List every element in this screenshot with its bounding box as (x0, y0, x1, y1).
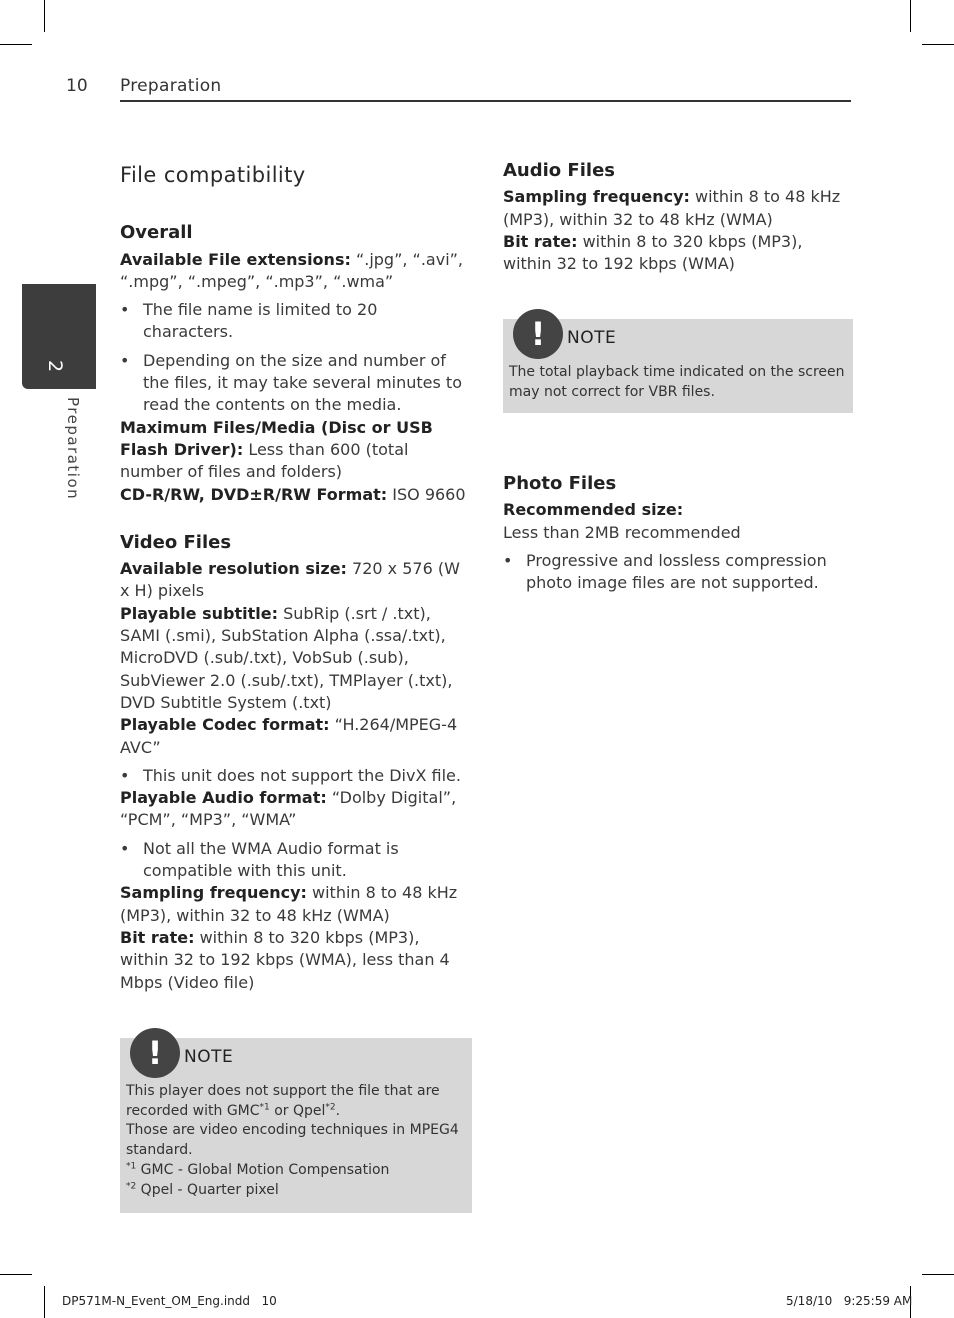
crop-mark (922, 44, 954, 45)
video-freq-para (120, 882, 472, 927)
format-value: ISO 9660 (387, 484, 466, 504)
note-text: This player does not support the file that are recorded with GMC$^{*1}$ or Qpel$^{*2}$. (126, 1082, 440, 1119)
crop-mark (0, 44, 32, 45)
extensions-label: Available File extensions: (120, 249, 351, 269)
footnote: $^{*1}$ GMC - Global Motion Compensation (126, 1161, 390, 1178)
note-label: NOTE (184, 1046, 234, 1067)
note-text: The total playback time indicated on the screen may not correct for VBR files. (509, 364, 845, 401)
audio-bitrate-label: Bit rate: (503, 231, 578, 251)
chapter-label: Preparation (64, 397, 82, 501)
note-box (120, 1033, 472, 1213)
max-files-para (120, 417, 472, 484)
subtitle-para (120, 603, 472, 714)
max-files-label: Maximum Files/Media (Disc or USB Flash Driver): (120, 417, 433, 459)
list-item: • This unit does not support the DivX file. (120, 765, 472, 787)
audio-format-value: “Dolby Digital”, “PCM”, “MP3”, “WMA” (120, 788, 457, 830)
audio-bitrate-para (503, 231, 853, 276)
max-files-value: Less than 600 (total number of files and folders) (120, 439, 409, 482)
list-item: • The file name is limited to 20 characters. (120, 299, 472, 344)
exclamation-icon: ! (513, 309, 563, 359)
subtitle-value: SubRip (.srt / .txt), SAMI (.smi), SubStation Alpha (.ssa/.txt), MicroDVD (.sub/.txt), VobSub (.sub), SubViewer 2.0 (.sub/.txt), TMPlayer (.txt), DVD Subtitle System (.txt) (120, 603, 453, 712)
crop-mark (0, 1274, 32, 1275)
note-text: Those are video encoding techniques in MPEG4 standard. (126, 1122, 459, 1159)
footer-timestamp: 5/18/10 9:25:59 AM (786, 1294, 913, 1308)
video-bitrate-value: within 8 to 320 kbps (MP3), within 32 to 192 kbps (WMA), less than 4 Mbps (Video file) (120, 927, 450, 992)
left-column (120, 160, 472, 1213)
crop-mark (44, 1286, 45, 1318)
codec-para (120, 714, 472, 759)
chapter-tab (22, 284, 96, 389)
list-item: • Progressive and lossless compression photo image files are not supported. (503, 550, 853, 595)
extensions-value: “.jpg”, “.avi”, “.mpg”, “.mpeg”, “.mp3”, “.wma” (120, 249, 464, 291)
codec-label: Playable Codec format: (120, 715, 330, 735)
video-freq-label: Sampling frequency: (120, 883, 307, 903)
audio-format-para (120, 787, 472, 832)
footnote: $^{*2}$ Qpel - Quarter pixel (126, 1181, 279, 1198)
crop-mark (910, 0, 911, 32)
page-title: File compatibility (120, 163, 306, 187)
video-freq-value: within 8 to 48 kHz (MP3), within 32 to 48 kHz (WMA) (120, 883, 458, 925)
audio-freq-para (503, 186, 853, 231)
crop-mark (44, 0, 45, 32)
note-label: NOTE (567, 328, 617, 349)
audio-heading: Audio Files (503, 160, 615, 181)
footer-file-name: DP571M-N_Event_OM_Eng.indd 10 (62, 1294, 277, 1308)
photo-size-value: Less than 2MB recommended (503, 522, 741, 542)
right-column (503, 160, 853, 595)
video-bitrate-para (120, 927, 472, 994)
resolution-para (120, 558, 472, 603)
extensions-para (120, 249, 472, 294)
audio-freq-label: Sampling frequency: (503, 187, 690, 207)
header-rule (120, 100, 851, 102)
chapter-number: 2 (44, 360, 66, 373)
exclamation-icon: ! (130, 1028, 180, 1078)
page-number: 10 (66, 76, 88, 96)
note-box (503, 315, 853, 413)
video-bitrate-label: Bit rate: (120, 927, 195, 947)
list-item: • Depending on the size and number of the files, it may take several minutes to read the contents on the media. (120, 350, 472, 417)
format-para (120, 484, 472, 506)
audio-bitrate-value: within 8 to 320 kbps (MP3), within 32 to 192 kbps (WMA) (503, 231, 803, 274)
list-item: • Not all the WMA Audio format is compatible with this unit. (120, 838, 472, 883)
subtitle-label: Playable subtitle: (120, 603, 278, 623)
video-heading: Video Files (120, 531, 232, 553)
resolution-value: 720 x 576 (W x H) pixels (120, 559, 460, 601)
overall-heading: Overall (120, 222, 193, 244)
audio-freq-value: within 8 to 48 kHz (MP3), within 32 to 48 kHz (WMA) (503, 187, 841, 229)
photo-size-label: Recommended size: (503, 500, 684, 520)
photo-heading: Photo Files (503, 473, 617, 495)
crop-mark (922, 1274, 954, 1275)
resolution-label: Available resolution size: (120, 559, 347, 579)
audio-format-label: Playable Audio format: (120, 788, 327, 808)
format-label: CD-R/RW, DVD±R/RW Format: (120, 484, 388, 504)
codec-value: “H.264/MPEG-4 AVC” (120, 715, 458, 757)
running-head: Preparation (120, 76, 222, 96)
